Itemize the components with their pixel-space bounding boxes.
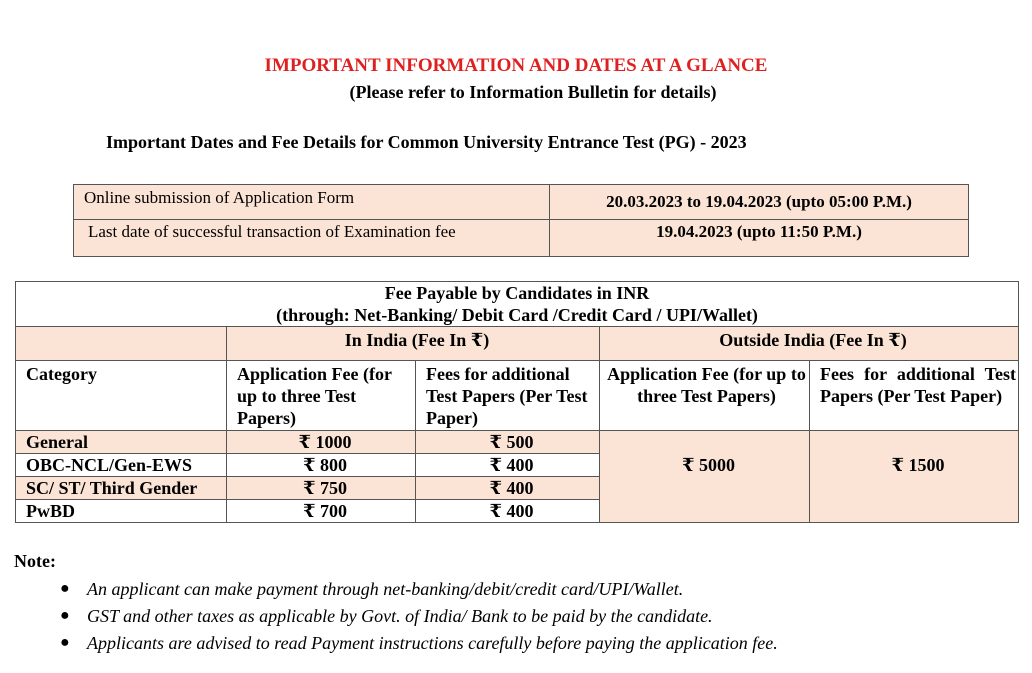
bullet-icon: ● xyxy=(60,607,70,624)
additional-fee-cell: ₹ 400 xyxy=(416,500,600,523)
fee-table xyxy=(15,281,1019,523)
section-heading: Important Dates and Fee Details for Common University Entrance Test (PG) - 2023 xyxy=(106,132,747,152)
fee-title-line2: (through: Net-Banking/ Debit Card /Credit Card / UPI/Wallet) xyxy=(276,305,758,325)
date-label: Online submission of Application Form xyxy=(74,185,550,220)
note-label: Note: xyxy=(14,551,56,571)
category-cell: General xyxy=(16,431,227,454)
outside-additional-cell: ₹ 1500 xyxy=(810,431,1019,523)
table-row xyxy=(16,431,1019,454)
table-row xyxy=(16,361,1019,431)
col-app-fee-outside: Application Fee (for up to three Test Papers) xyxy=(600,361,810,431)
date-label: Last date of successful transaction of Examination fee xyxy=(74,220,550,257)
category-header-spacer xyxy=(16,327,227,361)
additional-fee-cell: ₹ 400 xyxy=(416,477,600,500)
outside-app-fee-cell: ₹ 5000 xyxy=(600,431,810,523)
outside-india-header: Outside India (Fee In ₹) xyxy=(600,327,1019,361)
additional-fee-cell: ₹ 400 xyxy=(416,454,600,477)
app-fee-cell: ₹ 750 xyxy=(227,477,416,500)
table-row xyxy=(74,185,969,220)
table-row xyxy=(16,327,1019,361)
fee-table-title xyxy=(16,282,1019,327)
list-item xyxy=(60,631,778,658)
additional-fee-cell: ₹ 500 xyxy=(416,431,600,454)
bullet-icon: ● xyxy=(60,580,70,597)
fee-title-line1: Fee Payable by Candidates in INR xyxy=(384,283,650,303)
list-item xyxy=(60,604,778,631)
category-cell: SC/ ST/ Third Gender xyxy=(16,477,227,500)
important-dates-table xyxy=(73,184,969,257)
page-subtitle: (Please refer to Information Bulletin for details) xyxy=(349,82,717,102)
date-value: 19.04.2023 (upto 11:50 P.M.) xyxy=(550,220,969,257)
col-additional-outside: Fees for additional Test Papers (Per Test Paper) xyxy=(810,361,1019,431)
table-row xyxy=(16,282,1019,327)
app-fee-cell: ₹ 700 xyxy=(227,500,416,523)
note-text: GST and other taxes as applicable by Govt. of India/ Bank to be paid by the candidate. xyxy=(87,606,713,626)
page-title: IMPORTANT INFORMATION AND DATES AT A GLANCE xyxy=(264,55,768,76)
app-fee-cell: ₹ 1000 xyxy=(227,431,416,454)
note-text: Applicants are advised to read Payment instructions carefully before paying the application fee. xyxy=(87,633,778,653)
category-cell: PwBD xyxy=(16,500,227,523)
col-app-fee-india: Application Fee (for up to three Test Papers) xyxy=(227,361,416,431)
list-item xyxy=(60,577,778,604)
table-row xyxy=(74,220,969,257)
col-additional-india: Fees for additional Test Papers (Per Test Paper) xyxy=(416,361,600,431)
in-india-header: In India (Fee In ₹) xyxy=(227,327,600,361)
bullet-icon: ● xyxy=(60,634,70,651)
date-value: 20.03.2023 to 19.04.2023 (upto 05:00 P.M.) xyxy=(550,185,969,220)
note-text: An applicant can make payment through net-banking/debit/credit card/UPI/Wallet. xyxy=(87,579,684,599)
note-list xyxy=(60,577,778,658)
category-cell: OBC-NCL/Gen-EWS xyxy=(16,454,227,477)
app-fee-cell: ₹ 800 xyxy=(227,454,416,477)
category-header: Category xyxy=(16,361,227,431)
